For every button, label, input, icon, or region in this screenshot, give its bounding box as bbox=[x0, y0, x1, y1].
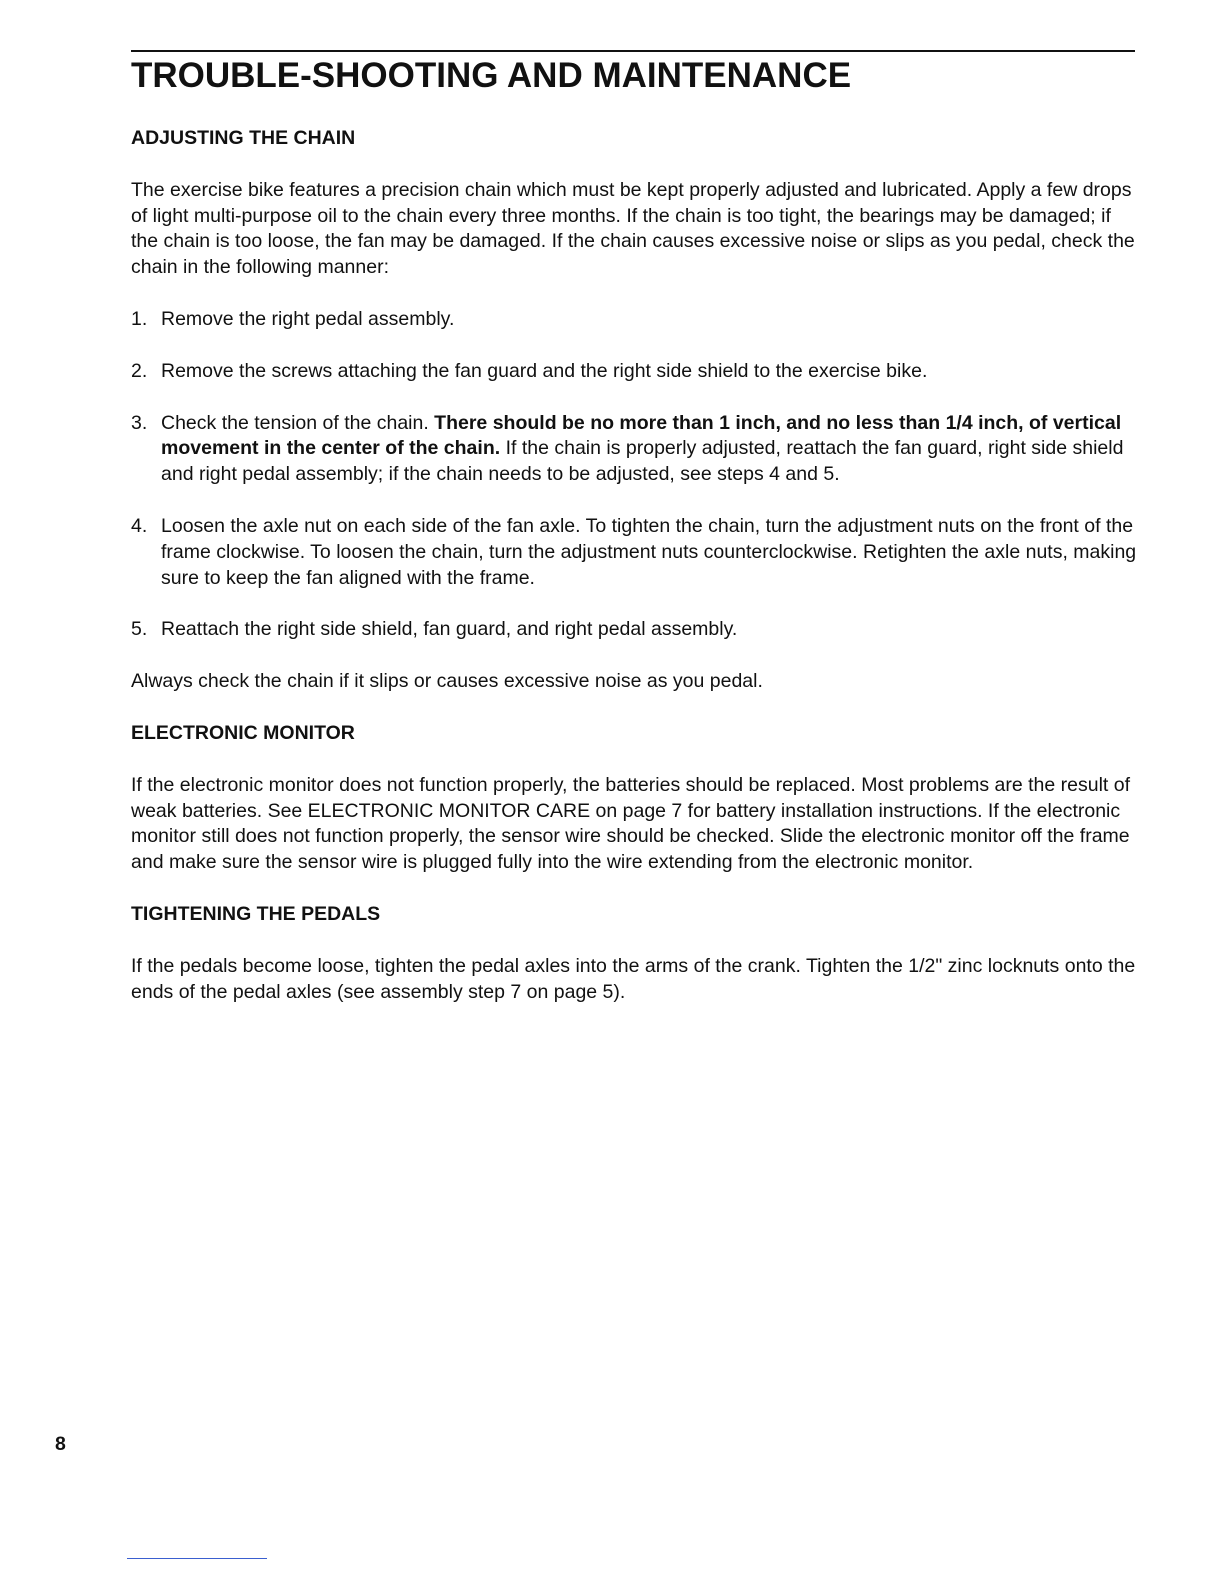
tension-spec-bold: There should be no more than 1 inch, and no less than 1/4 inch, of vertical movement in the center of the chain. bbox=[161, 411, 1122, 460]
step-number: 4. bbox=[131, 514, 148, 537]
step-number: 5. bbox=[131, 618, 148, 641]
section-electronic-monitor bbox=[131, 721, 1141, 876]
page-content bbox=[131, 126, 1141, 1005]
page-number: 8 bbox=[55, 1433, 66, 1455]
section-adjusting-chain bbox=[131, 126, 1141, 695]
step-text: Loosen the axle nut on each side of the fan axle. To tighten the chain, turn the adjustment nuts on the front of the frame clockwise. To loosen the chain, turn the adjustment nuts counterclockwise. Retighten the axle nuts, making sure to keep the fan aligned with the frame. bbox=[161, 514, 1137, 589]
step-text bbox=[161, 412, 1123, 486]
step-item-4 bbox=[131, 514, 1141, 591]
page-title: TROUBLE-SHOOTING AND MAINTENANCE bbox=[131, 56, 852, 95]
step-text-after: If the chain is properly adjusted, reattach the fan guard, right side shield and right pedal assembly; if the chain needs to be adjusted, see steps 4 and 5. bbox=[161, 437, 1124, 486]
pedals-paragraph: If the pedals become loose, tighten the pedal axles into the arms of the crank. Tighten the 1/2" zinc locknuts onto the ends of the pedal axles (see assembly step 7 on page 5). bbox=[131, 954, 1136, 1003]
step-item-3 bbox=[131, 411, 1141, 488]
chain-closing-paragraph: Always check the chain if it slips or causes excessive noise as you pedal. bbox=[131, 670, 763, 693]
step-item-1 bbox=[131, 307, 1141, 333]
chain-intro-paragraph: The exercise bike features a precision chain which must be kept properly adjusted and lubricated. Apply a few drops of light multi-purpose oil to the chain every three months. If the chain is too tight, the bearings may be damaged; if the chain is too loose, the fan may be damaged. If the chain causes excessive noise or slips as you pedal, check the chain in the following manner: bbox=[131, 178, 1135, 279]
section-heading-monitor: ELECTRONIC MONITOR bbox=[131, 721, 355, 744]
step-text: Remove the right pedal assembly. bbox=[161, 307, 455, 330]
step-text-before: Check the tension of the chain. bbox=[161, 411, 435, 434]
chain-steps-list bbox=[131, 307, 1141, 643]
section-heading-chain: ADJUSTING THE CHAIN bbox=[131, 127, 356, 149]
step-number: 1. bbox=[131, 307, 148, 330]
monitor-paragraph: If the electronic monitor does not function properly, the batteries should be replaced. Most problems are the result of weak batteries. See ELECTRONIC MONITOR CARE on page 7 for battery installation instructions. If the electronic monitor still does not function properly, the sensor wire should be checked. Slide the electronic monitor off the frame and make sure the sensor wire is plugged fully into the wire extending from the electronic monitor. bbox=[131, 773, 1131, 874]
section-tightening-pedals bbox=[131, 902, 1141, 1005]
footer-line bbox=[127, 1558, 267, 1559]
section-heading-pedals: TIGHTENING THE PEDALS bbox=[131, 902, 381, 925]
step-item-5 bbox=[131, 617, 1141, 643]
step-number: 3. bbox=[131, 411, 148, 434]
title-rule bbox=[131, 50, 1135, 52]
step-number: 2. bbox=[131, 359, 148, 382]
step-text: Reattach the right side shield, fan guard, and right pedal assembly. bbox=[161, 618, 738, 641]
step-item-2 bbox=[131, 359, 1141, 385]
step-text: Remove the screws attaching the fan guard and the right side shield to the exercise bike. bbox=[161, 359, 928, 382]
